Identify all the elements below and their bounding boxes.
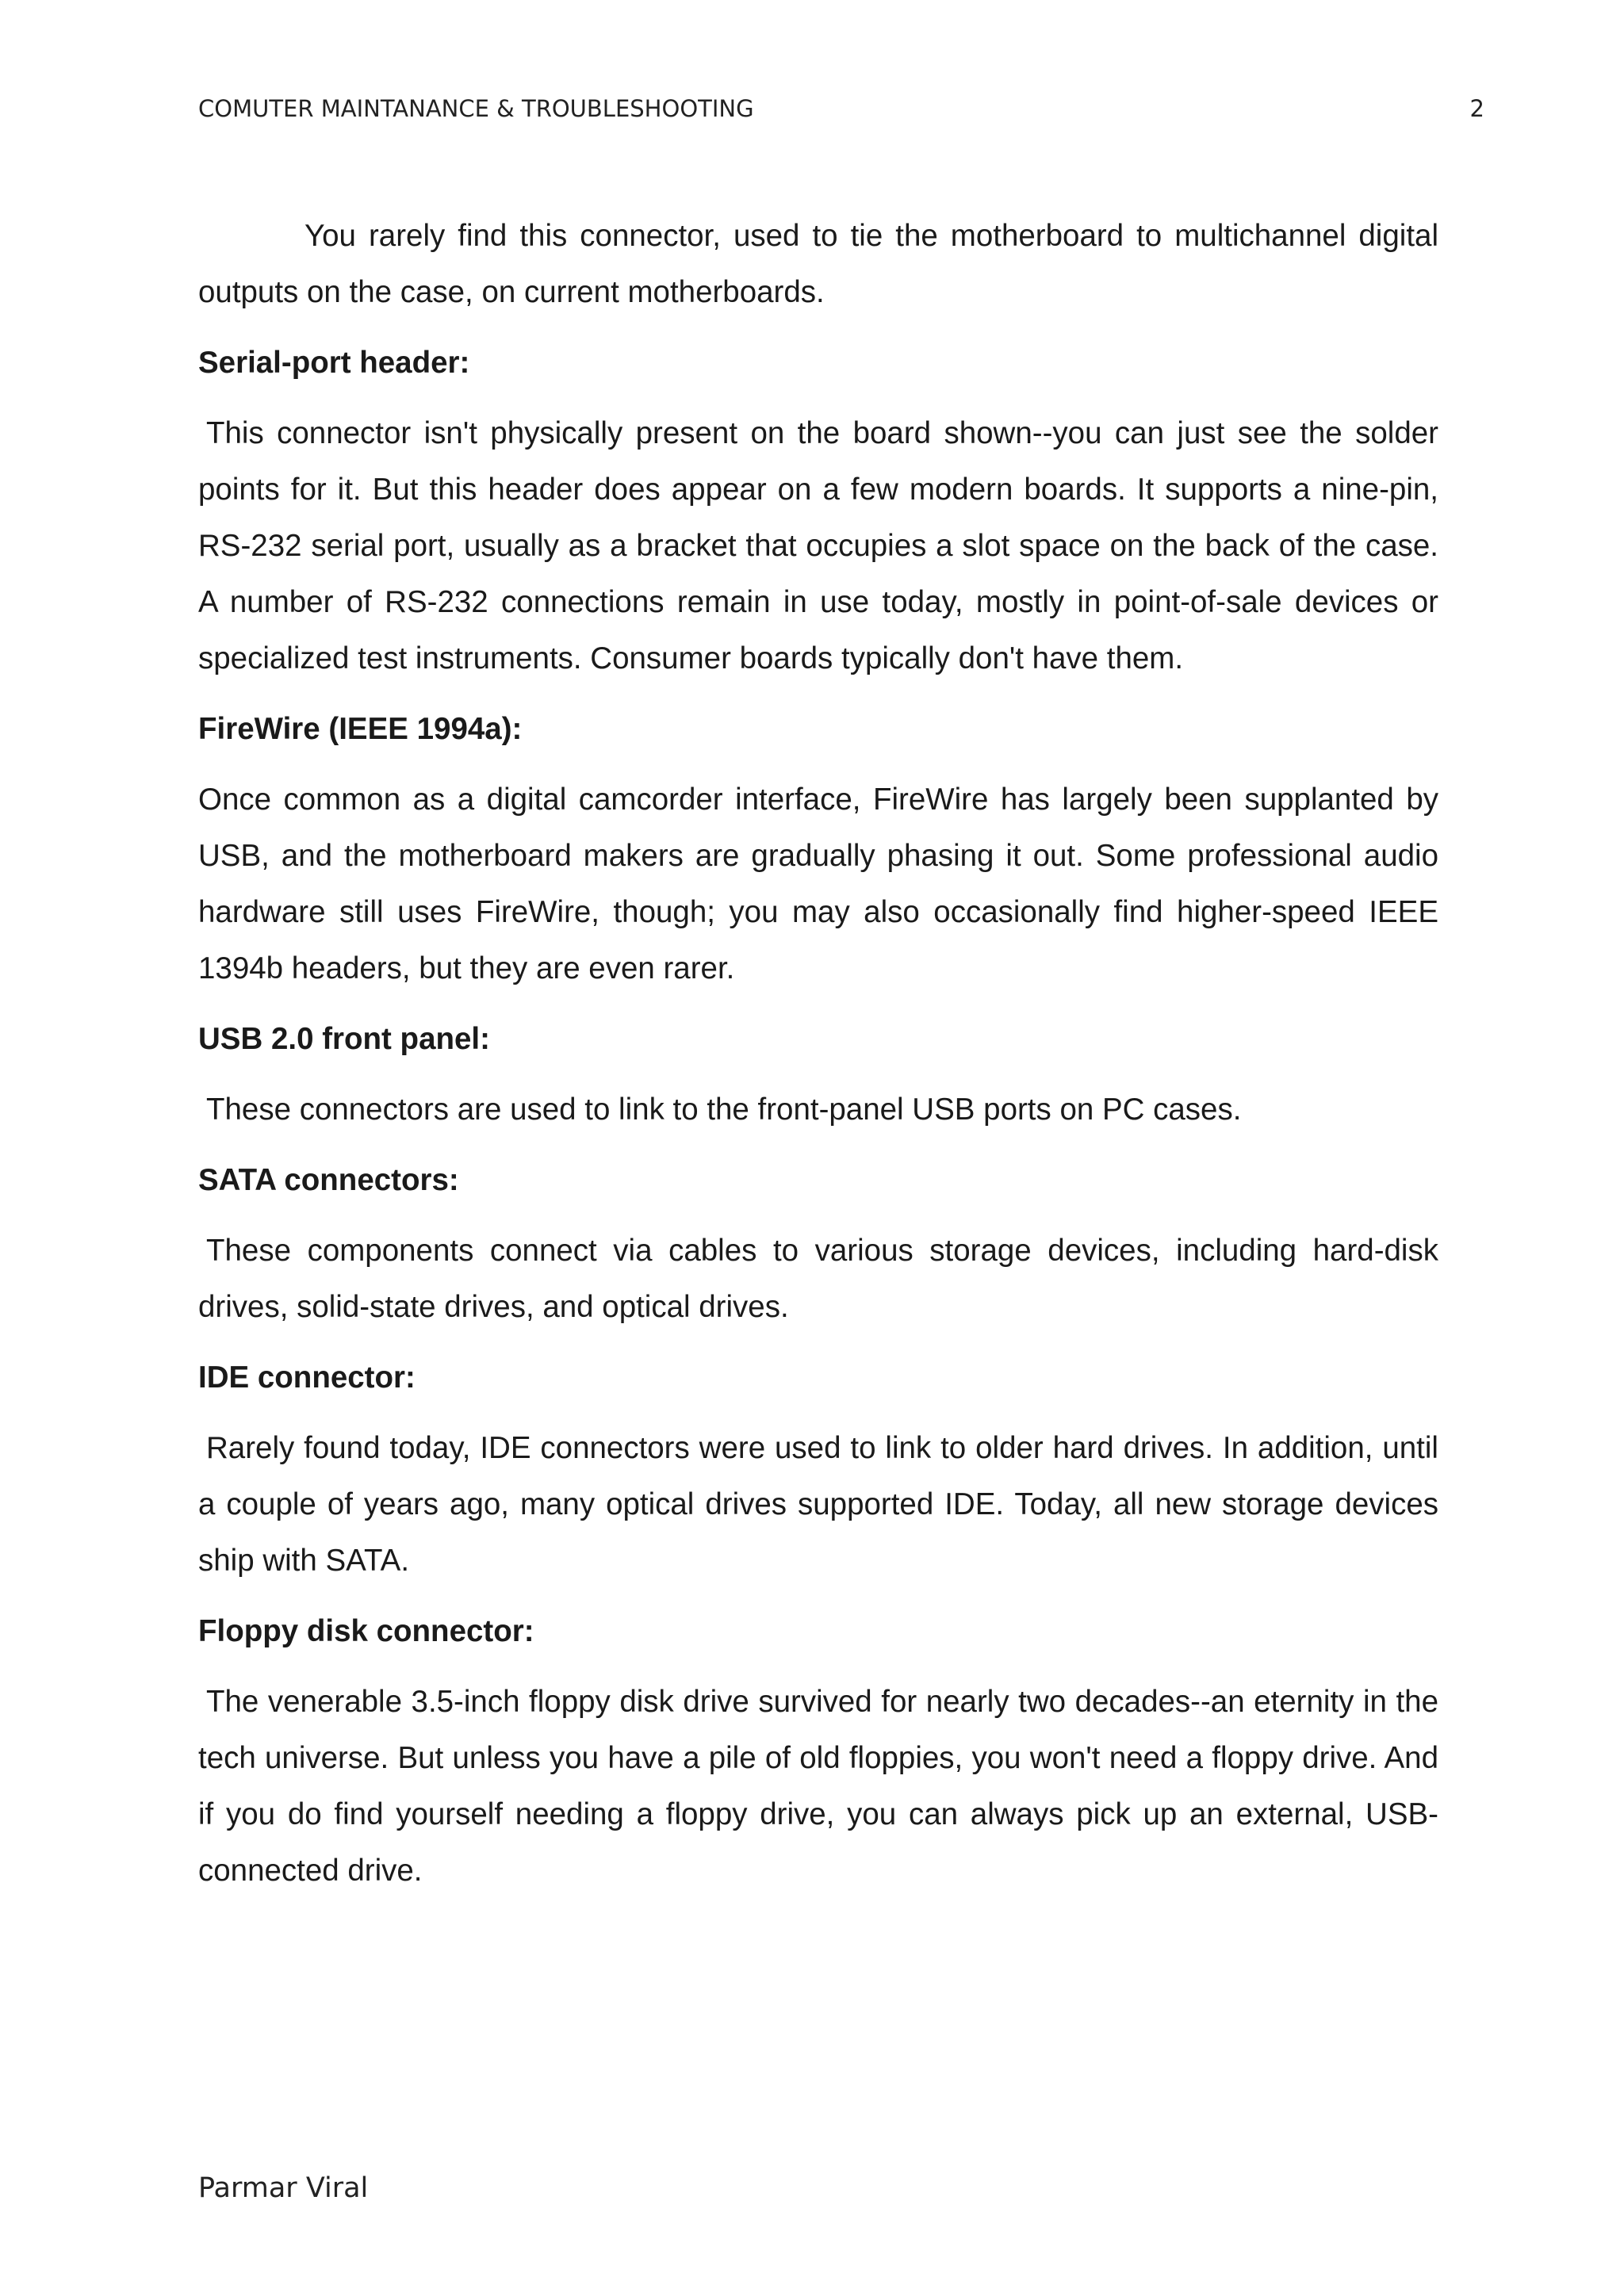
intro-paragraph: You rarely find this connector, used to tie the motherboard to multichannel digital outputs on the case, on current motherboards.: [198, 219, 1438, 309]
serial-port-paragraph: This connector isn't physically present on the board shown--you can just see the solder points for it. But this header does appear on a few modern boards. It supports a nine-pin, RS-232 serial port, usually as a bracket that occupies a slot space on the back of the case. A number of RS-232 connections remain in use today, mostly in point-of-sale devices or specialized test instruments. Consumer boards typically don't have them.: [198, 416, 1438, 675]
sata-paragraph: These components connect via cables to various storage devices, including hard-disk drives, solid-state drives, and optical drives.: [198, 1234, 1438, 1324]
section-heading-sata: SATA connectors:: [198, 1163, 459, 1197]
ide-paragraph: Rarely found today, IDE connectors were used to link to older hard drives. In addition, until a couple of years ago, many optical drives supported IDE. Today, all new storage devices ship with SATA.: [198, 1431, 1438, 1578]
firewire-paragraph: Once common as a digital camcorder interface, FireWire has largely been supplanted by USB, and the motherboard makers are gradually phasing it out. Some professional audio hardware still uses FireWire, though; you may also occasionally find higher-speed IEEE 1394b headers, but they are even rarer.: [198, 783, 1438, 985]
section-heading-floppy: Floppy disk connector:: [198, 1614, 534, 1648]
usb-front-panel-paragraph: These connectors are used to link to the front-panel USB ports on PC cases.: [206, 1093, 1242, 1127]
document-title: COMUTER MAINTANANCE & TROUBLESHOOTING: [198, 95, 754, 122]
floppy-paragraph: The venerable 3.5-inch floppy disk drive survived for nearly two decades--an eternity in the tech universe. But unless you have a pile of old floppies, you won't need a floppy drive. And if you do find yourself needing a floppy drive, you can always pick up an external, USB-connected drive.: [198, 1685, 1438, 1888]
section-heading-usb-front-panel: USB 2.0 front panel:: [198, 1022, 490, 1056]
page-footer-author: Parmar Viral: [198, 2172, 369, 2204]
page-body: [198, 208, 1438, 1913]
page-number: 2: [1469, 95, 1484, 122]
section-heading-firewire: FireWire (IEEE 1994a):: [198, 712, 523, 746]
page-header: [198, 95, 1484, 135]
section-heading-serial-port: Serial-port header:: [198, 346, 470, 380]
section-heading-ide: IDE connector:: [198, 1360, 416, 1395]
